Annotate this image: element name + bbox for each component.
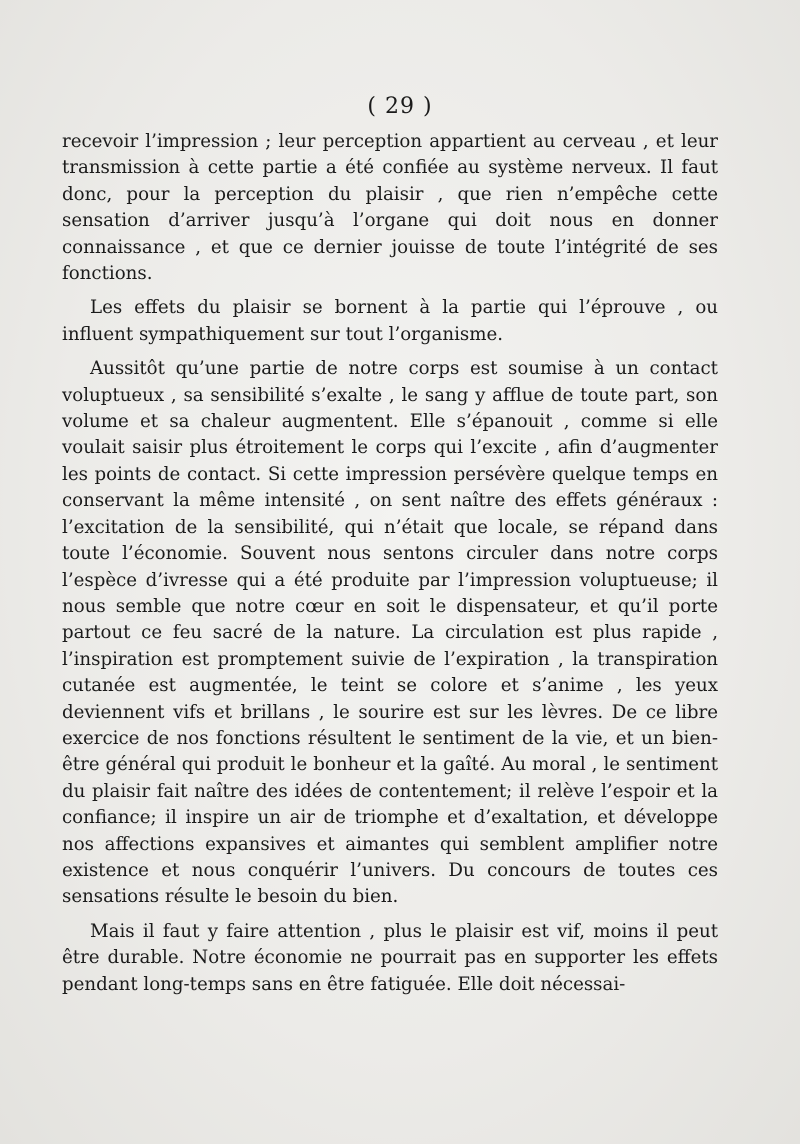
- page-number: ( 29 ): [367, 94, 433, 119]
- paragraph-2: Les effets du plaisir se bornent à la partie qui l’éprouve , ou influent sympathiquement sur tout l’organisme.: [62, 297, 718, 345]
- paragraph-4: Mais il faut y faire attention , plus le plaisir est vif, moins il peut être durable. Notre économie ne pourrait pas en supporter les effets pendant long-temps sans en être fatiguée. Elle doit nécessai-: [62, 920, 718, 995]
- paragraph-1: recevoir l’impression ; leur perception appartient au cerveau , et leur transmission à cette partie a été confiée au système nerveux. Il faut donc, pour la perception du plaisir , que rien n’empêche cette sensation d’arriver jusqu’à l’organe qui doit nous en donner connaissance , et que ce dernier jouisse de toute l’intégrité de ses fonctions.: [62, 131, 718, 285]
- body-text: [62, 129, 718, 998]
- paragraph-3: Aussitôt qu’une partie de notre corps est soumise à un contact voluptueux , sa sensibilité s’exalte , le sang y afflue de toute part, son volume et sa chaleur augmentent. Elle s’épanouit , comme si elle voulait saisir plus étroitement le corps qui l’excite , afin d’augmenter les points de contact. Si cette impression persévère quelque temps en conservant la même intensité , on sent naître des effets généraux : l’excitation de la sensibilité, qui n’était que locale, se répand dans toute l’économie. Souvent nous sentons circuler dans notre corps l’espèce d’ivresse qui a été produite par l’impression voluptueuse; il nous semble que notre cœur en soit le dispensateur, et qu’il porte partout ce feu sacré de la nature. La circulation est plus rapide , l’inspiration est promptement suivie de l’expiration , la transpiration cutanée est augmentée, le teint se colore et s’anime , les yeux deviennent vifs et brillans , le sourire est sur les lèvres. De ce libre exercice de nos fonctions résultent le sentiment de la vie, et un bien-être général qui produit le bonheur et la gaîté. Au moral , le sentiment du plaisir fait naître des idées de contentement; il relève l’espoir et la confiance; il inspire un air de triomphe et d’exaltation, et développe nos affections expansives et aimantes qui semblent amplifier notre existence et nous conquérir l’univers. Du concours de toutes ces sensations résulte le besoin du bien.: [62, 358, 718, 908]
